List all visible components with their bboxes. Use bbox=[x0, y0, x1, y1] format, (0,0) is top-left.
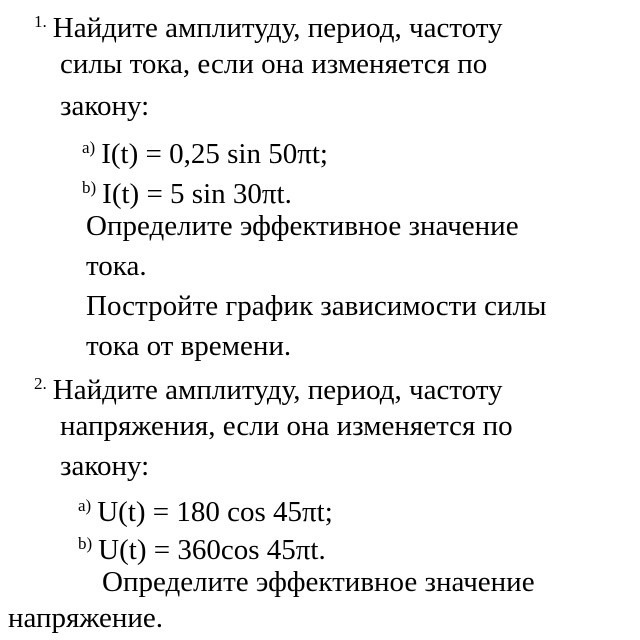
part-marker: b) bbox=[82, 178, 97, 197]
problem-2-task-line-2: напряжение. bbox=[8, 602, 164, 634]
problem-2-line-1 bbox=[34, 364, 503, 410]
problem-1-line-1 bbox=[34, 2, 503, 48]
problem-2-number: 2. bbox=[34, 374, 47, 393]
problem-2-line-3: закону: bbox=[60, 450, 150, 482]
problem-1-line-3: закону: bbox=[60, 90, 150, 122]
problem-2-line-2: напряжения, если она изменяется по bbox=[60, 410, 513, 442]
problem-1-task-line-1: Определите эффективное значение bbox=[86, 210, 519, 242]
problem-2-task-line-1: Определите эффективное значение bbox=[102, 566, 535, 598]
part-marker: a) bbox=[78, 496, 92, 515]
problem-1-task-line-2: тока. bbox=[86, 250, 147, 282]
part-marker: b) bbox=[78, 534, 93, 553]
problem-1-number: 1. bbox=[34, 12, 47, 31]
problem-1-line-2: силы тока, если она изменяется по bbox=[60, 48, 488, 80]
problem-1-statement-line: Найдите амплитуду, период, частоту bbox=[52, 12, 503, 44]
problem-1-task-line-3: Постройте график зависимости силы bbox=[86, 290, 547, 322]
part-formula: I(t) = 0,25 sin 50πt; bbox=[101, 138, 328, 170]
part-marker: a) bbox=[82, 138, 96, 157]
part-formula: U(t) = 180 cos 45πt; bbox=[97, 496, 333, 528]
part-formula: U(t) = 360cos 45πt. bbox=[98, 534, 326, 566]
part-formula: I(t) = 5 sin 30πt. bbox=[102, 178, 292, 210]
problem-1-task-line-4: тока от времени. bbox=[86, 330, 292, 362]
problem-2-statement-line: Найдите амплитуду, период, частоту bbox=[52, 374, 503, 406]
